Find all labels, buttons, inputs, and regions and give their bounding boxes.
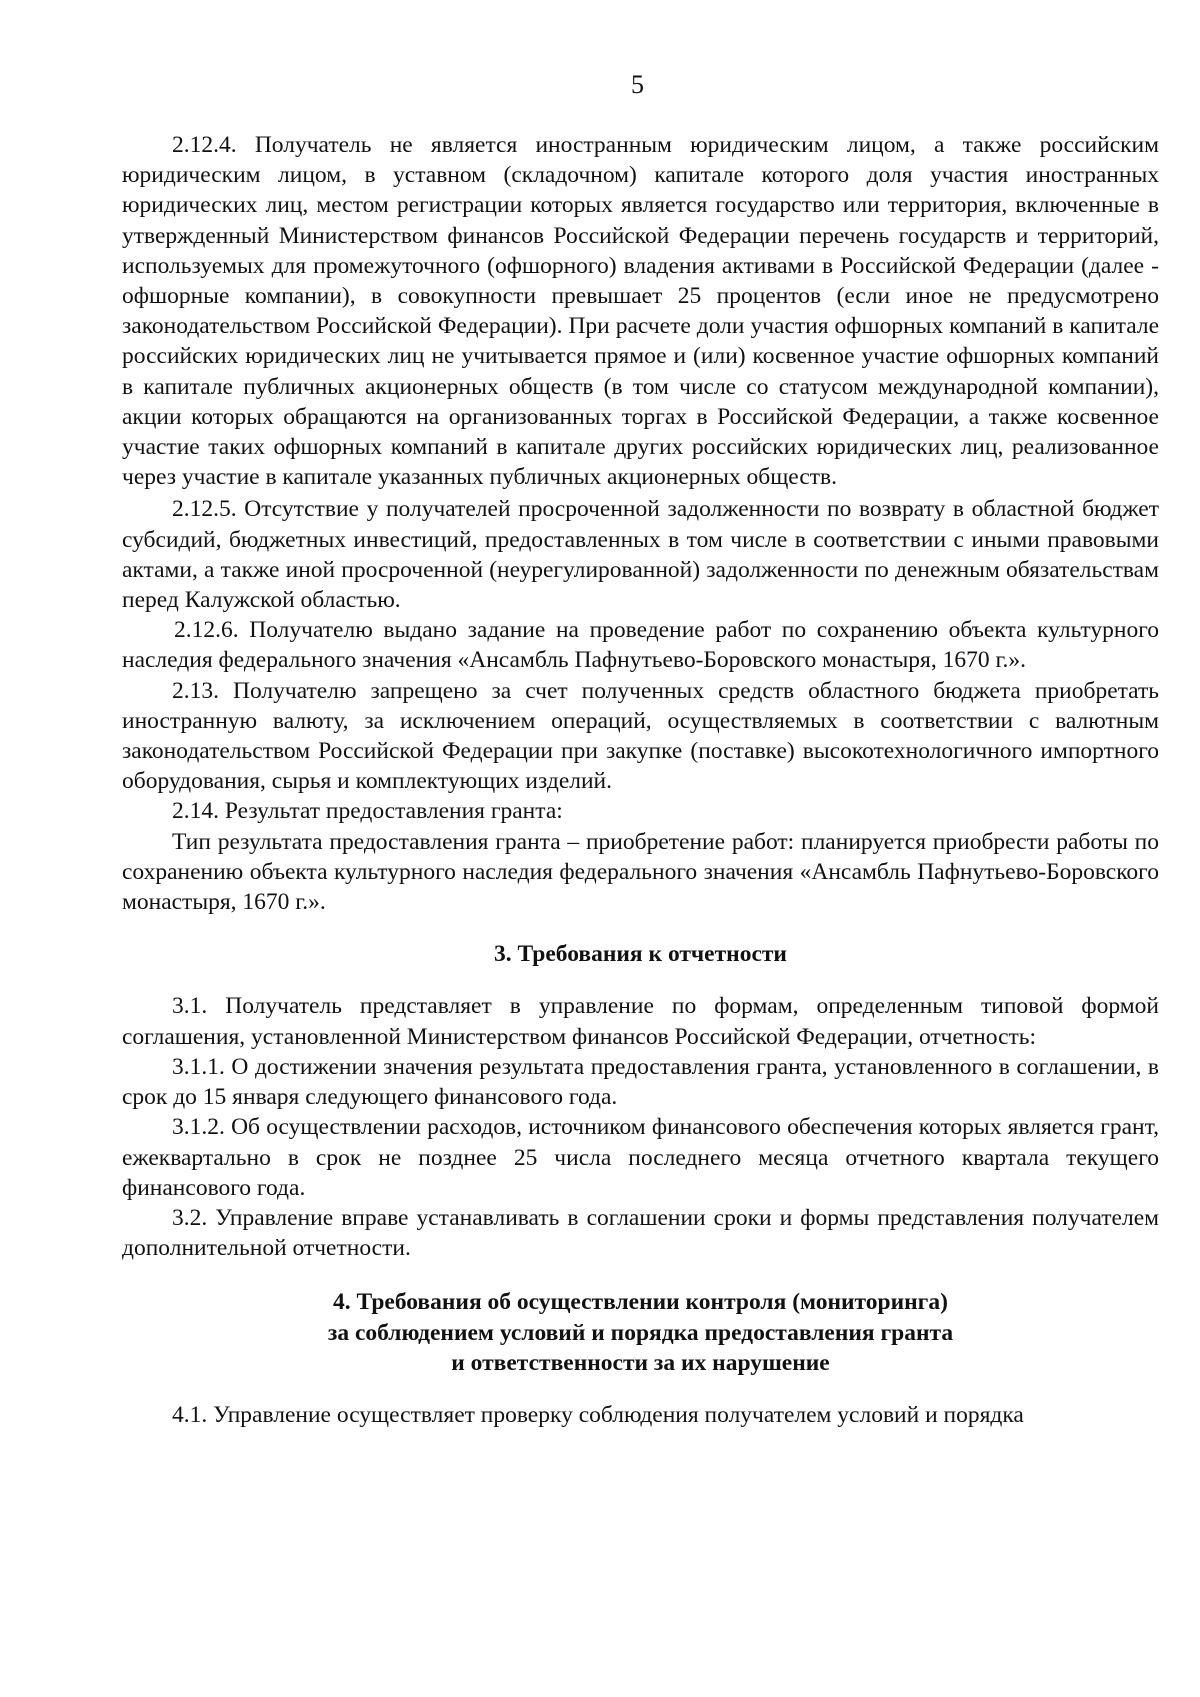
page-number: 5 [631, 70, 644, 99]
paragraph-3-1-1: 3.1.1. О достижении значения результата предоставления гранта, установленного в соглашении, в срок до 15 января следующего финансового года. [122, 1053, 1159, 1111]
paragraph-2-12-5: 2.12.5. Отсутствие у получателей просроченной задолженности по возврату в областной бюджет субсидий, бюджетных инвестиций, предоставленных в том числе в соответствии с иными правовыми актами, а также иной просроченной (неурегулированной) задолженности по денежным обязательствам перед Калужской областью. [122, 496, 1159, 614]
paragraph-3-1-2: 3.1.2. Об осуществлении расходов, источником финансового обеспечения которых является грант, ежеквартально в срок не позднее 25 числа последнего месяца отчетного квартала текущего финансового года. [122, 1114, 1159, 1201]
paragraph-2-12-6: 2.12.6. Получателю выдано задание на проведение работ по сохранению объекта культурного наследия федерального значения «Ансамбль Пафнутьево-Боровского монастыря, 1670 г.». [122, 617, 1159, 674]
document-body [122, 130, 1159, 1430]
paragraph-3-1: 3.1. Получатель представляет в управление по формам, определенным типовой формой соглашения, установленной Министерством финансов Российской Федерации, отчетность: [122, 993, 1159, 1050]
paragraph-2-14: 2.14. Результат предоставления гранта: [172, 798, 563, 825]
paragraph-3-2: 3.2. Управление вправе устанавливать в соглашении сроки и формы представления получателем дополнительной отчетности. [122, 1204, 1159, 1262]
section-4-heading [122, 1287, 1159, 1378]
section-4-heading-line-1: 4. Требования об осуществлении контроля (мониторинга) [333, 1289, 948, 1316]
paragraph-2-14-result-type: Тип результата предоставления гранта – приобретение работ: планируется приобрести работы по сохранению объекта культурного наследия федерального значения «Ансамбль Пафнутьево-Боровского монастыря, 1670 г.». [122, 828, 1159, 916]
section-4-heading-line-2: за соблюдением условий и порядка предоставления гранта [327, 1319, 954, 1346]
paragraph-2-12-4: 2.12.4. Получатель не является иностранным юридическим лицом, а также российским юридическим лицом, в уставном (складочном) капитале которого доля участия иностранных юридических лиц, местом регистрации которых является государство или территория, включенные в утвержденный Министерством финансов Российской Федерации перечень государств и территорий, используемых для промежуточного (офшорного) владения активами в Российской Федерации (далее - офшорные компании), в совокупности превышает 25 процентов (если иное не предусмотрено законодательством Российской Федерации). При расчете доли участия офшорных компаний в капитале российских юридических лиц не учитывается прямое и (или) косвенное участие офшорных компаний в капитале публичных акционерных обществ (в том числе со статусом международной компании), акции которых обращаются на организованных торгах в Российской Федерации, а также косвенное участие таких офшорных компаний в капитале других российских юридических лиц, реализованное через участие в капитале указанных публичных акционерных обществ. [122, 132, 1159, 491]
section-4-heading-line-3: и ответственности за их нарушение [451, 1349, 830, 1376]
paragraph-2-13: 2.13. Получателю запрещено за счет полученных средств областного бюджета приобретать иностранную валюту, за исключением операций, осуществляемых в соответствии с валютным законодательством Российской Федерации при закупке (поставке) высокотехнологичного импортного оборудования, сырья и комплектующих изделий. [122, 677, 1159, 795]
paragraph-4-1: 4.1. Управление осуществляет проверку соблюдения получателем условий и порядка [172, 1401, 1024, 1428]
section-3-heading: 3. Требования к отчетности [494, 941, 787, 968]
